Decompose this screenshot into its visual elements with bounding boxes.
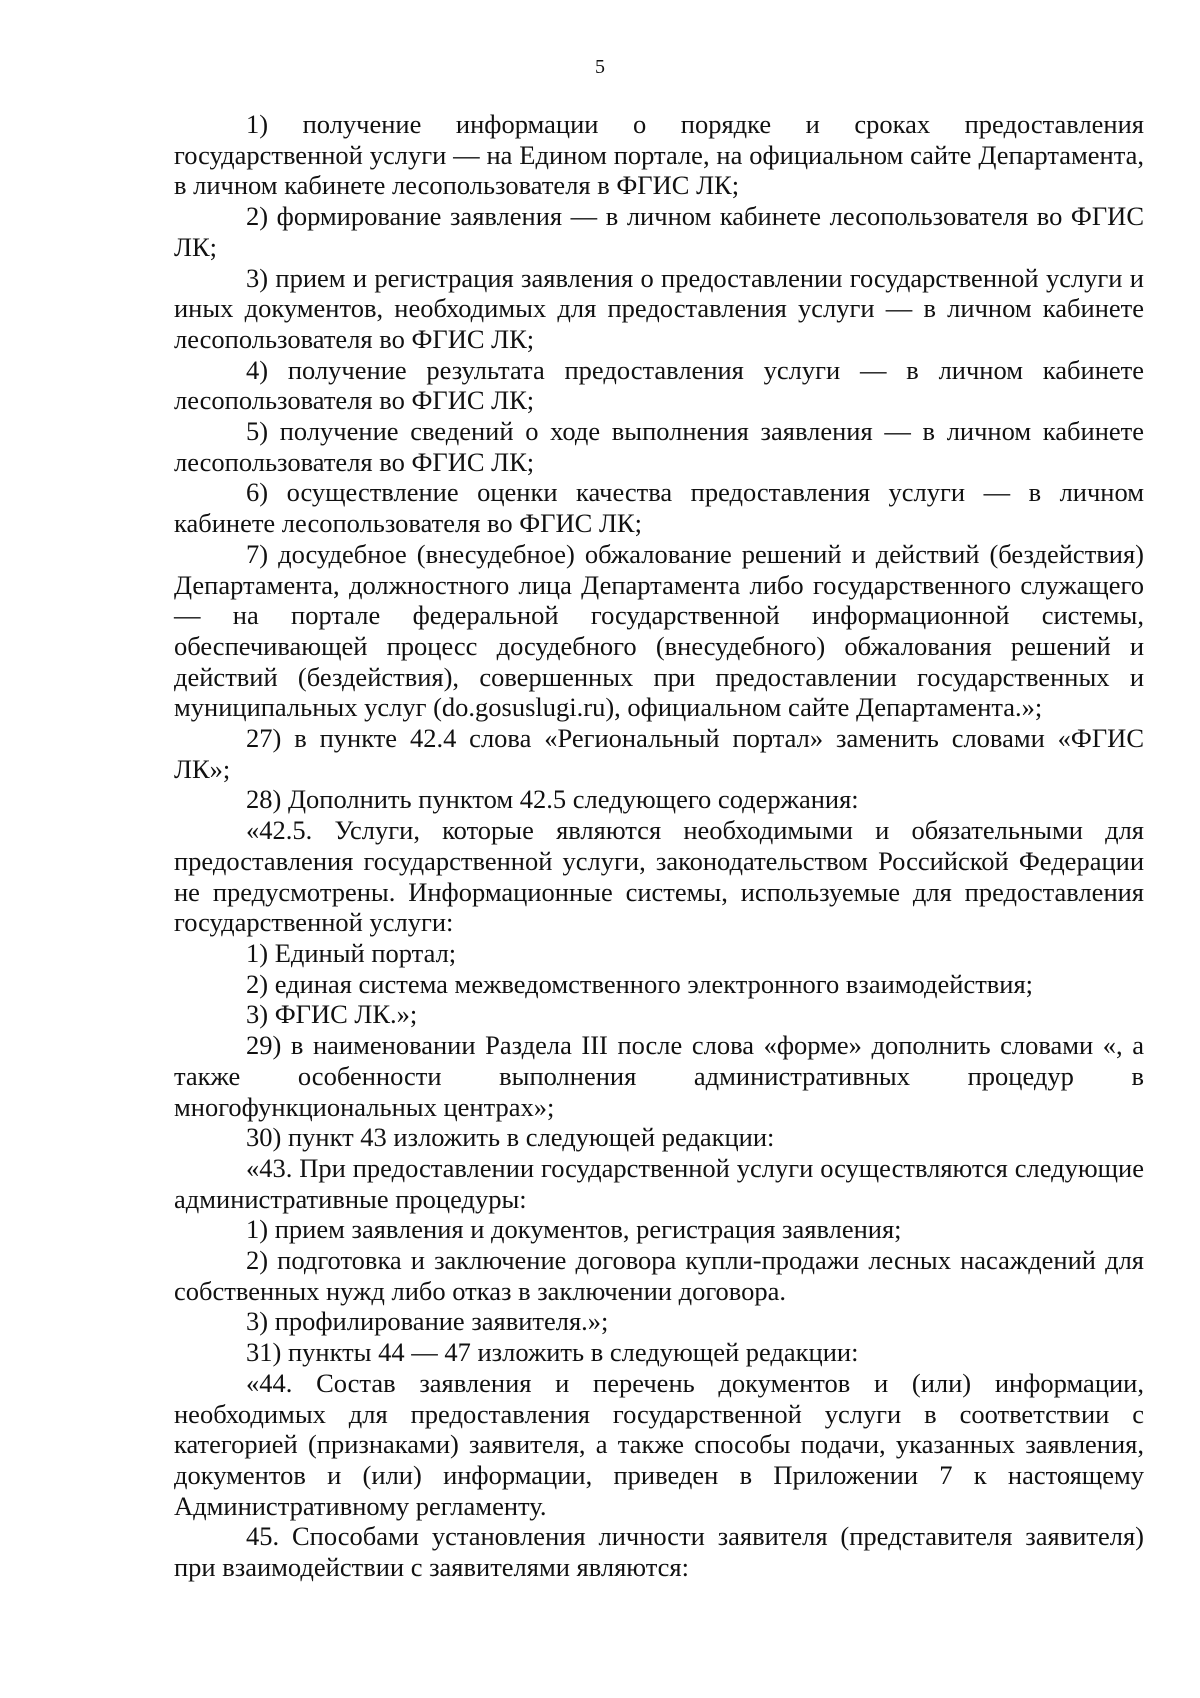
paragraph: «42.5. Услуги, которые являются необходимыми и обязательными для предоставления государственной услуги, законодательством Российской Федерации не предусмотрены. Информационные системы, используемые для предоставления государственной услуги: — [174, 815, 1144, 938]
page-number: 5 — [595, 56, 605, 78]
paragraph: 31) пункты 44 — 47 изложить в следующей редакции: — [246, 1337, 859, 1368]
paragraph: 2) подготовка и заключение договора купли-продажи лесных насаждений для собственных нужд либо отказ в заключении договора. — [174, 1245, 1144, 1306]
paragraph: 45. Способами установления личности заявителя (представителя заявителя) при взаимодействии с заявителями являются: — [174, 1521, 1144, 1583]
paragraph: 30) пункт 43 изложить в следующей редакции: — [246, 1122, 775, 1153]
paragraph: 28) Дополнить пунктом 42.5 следующего содержания: — [246, 784, 859, 815]
paragraph: «44. Состав заявления и перечень документов и (или) информации, необходимых для предоставления государственной услуги в соответствии с категорией (признаками) заявителя, а также способы подачи, указанных заявления, документов и (или) информации, приведен в Приложении 7 к настоящему Административному регламенту. — [174, 1367, 1144, 1521]
paragraph: 7) досудебное (внесудебное) обжалование решений и действий (бездействия) Департамента, должностного лица Департамента либо государственного служащего — на портале федеральной государственной информационной системы, обеспечивающей процесс досудебного (внесудебного) обжалования решений и действий (бездействия), совершенных при предоставлении государственных и муниципальных услуг (do.gosuslugi.ru), официальном сайте Департамента.»; — [174, 538, 1144, 723]
paragraph: 4) получение результата предоставления услуги — в личном кабинете лесопользователя во ФГИС ЛК; — [174, 354, 1144, 416]
paragraph: 2) единая система межведомственного электронного взаимодействия; — [246, 968, 1034, 999]
paragraph: 3) профилирование заявителя.»; — [246, 1306, 609, 1337]
paragraph: «43. При предоставлении государственной услуги осуществляются следующие административные процедуры: — [174, 1152, 1144, 1214]
paragraph: 5) получение сведений о ходе выполнения заявления — в личном кабинете лесопользователя во ФГИС ЛК; — [174, 416, 1144, 477]
paragraph: 1) получение информации о порядке и сроках предоставления государственной услуги — на Едином портале, на официальном сайте Департамента, в личном кабинете лесопользователя в ФГИС ЛК; — [174, 109, 1144, 201]
paragraph: 2) формирование заявления — в личном кабинете лесопользователя во ФГИС ЛК; — [174, 201, 1144, 262]
document-body — [174, 109, 1144, 1583]
paragraph: 6) осуществление оценки качества предоставления услуги — в личном кабинете лесопользователя во ФГИС ЛК; — [174, 477, 1144, 539]
paragraph: 3) прием и регистрация заявления о предоставлении государственной услуги и иных документов, необходимых для предоставления услуги — в личном кабинете лесопользователя во ФГИС ЛК; — [174, 262, 1144, 354]
paragraph: 1) Единый портал; — [246, 937, 457, 968]
paragraph: 3) ФГИС ЛК.»; — [246, 999, 418, 1030]
paragraph: 1) прием заявления и документов, регистрация заявления; — [246, 1214, 902, 1245]
paragraph: 29) в наименовании Раздела III после слова «форме» дополнить словами «, а также особенности выполнения административных процедур в многофункциональных центрах»; — [174, 1030, 1144, 1122]
paragraph: 27) в пункте 42.4 слова «Региональный портал» заменить словами «ФГИС ЛК»; — [174, 723, 1144, 784]
